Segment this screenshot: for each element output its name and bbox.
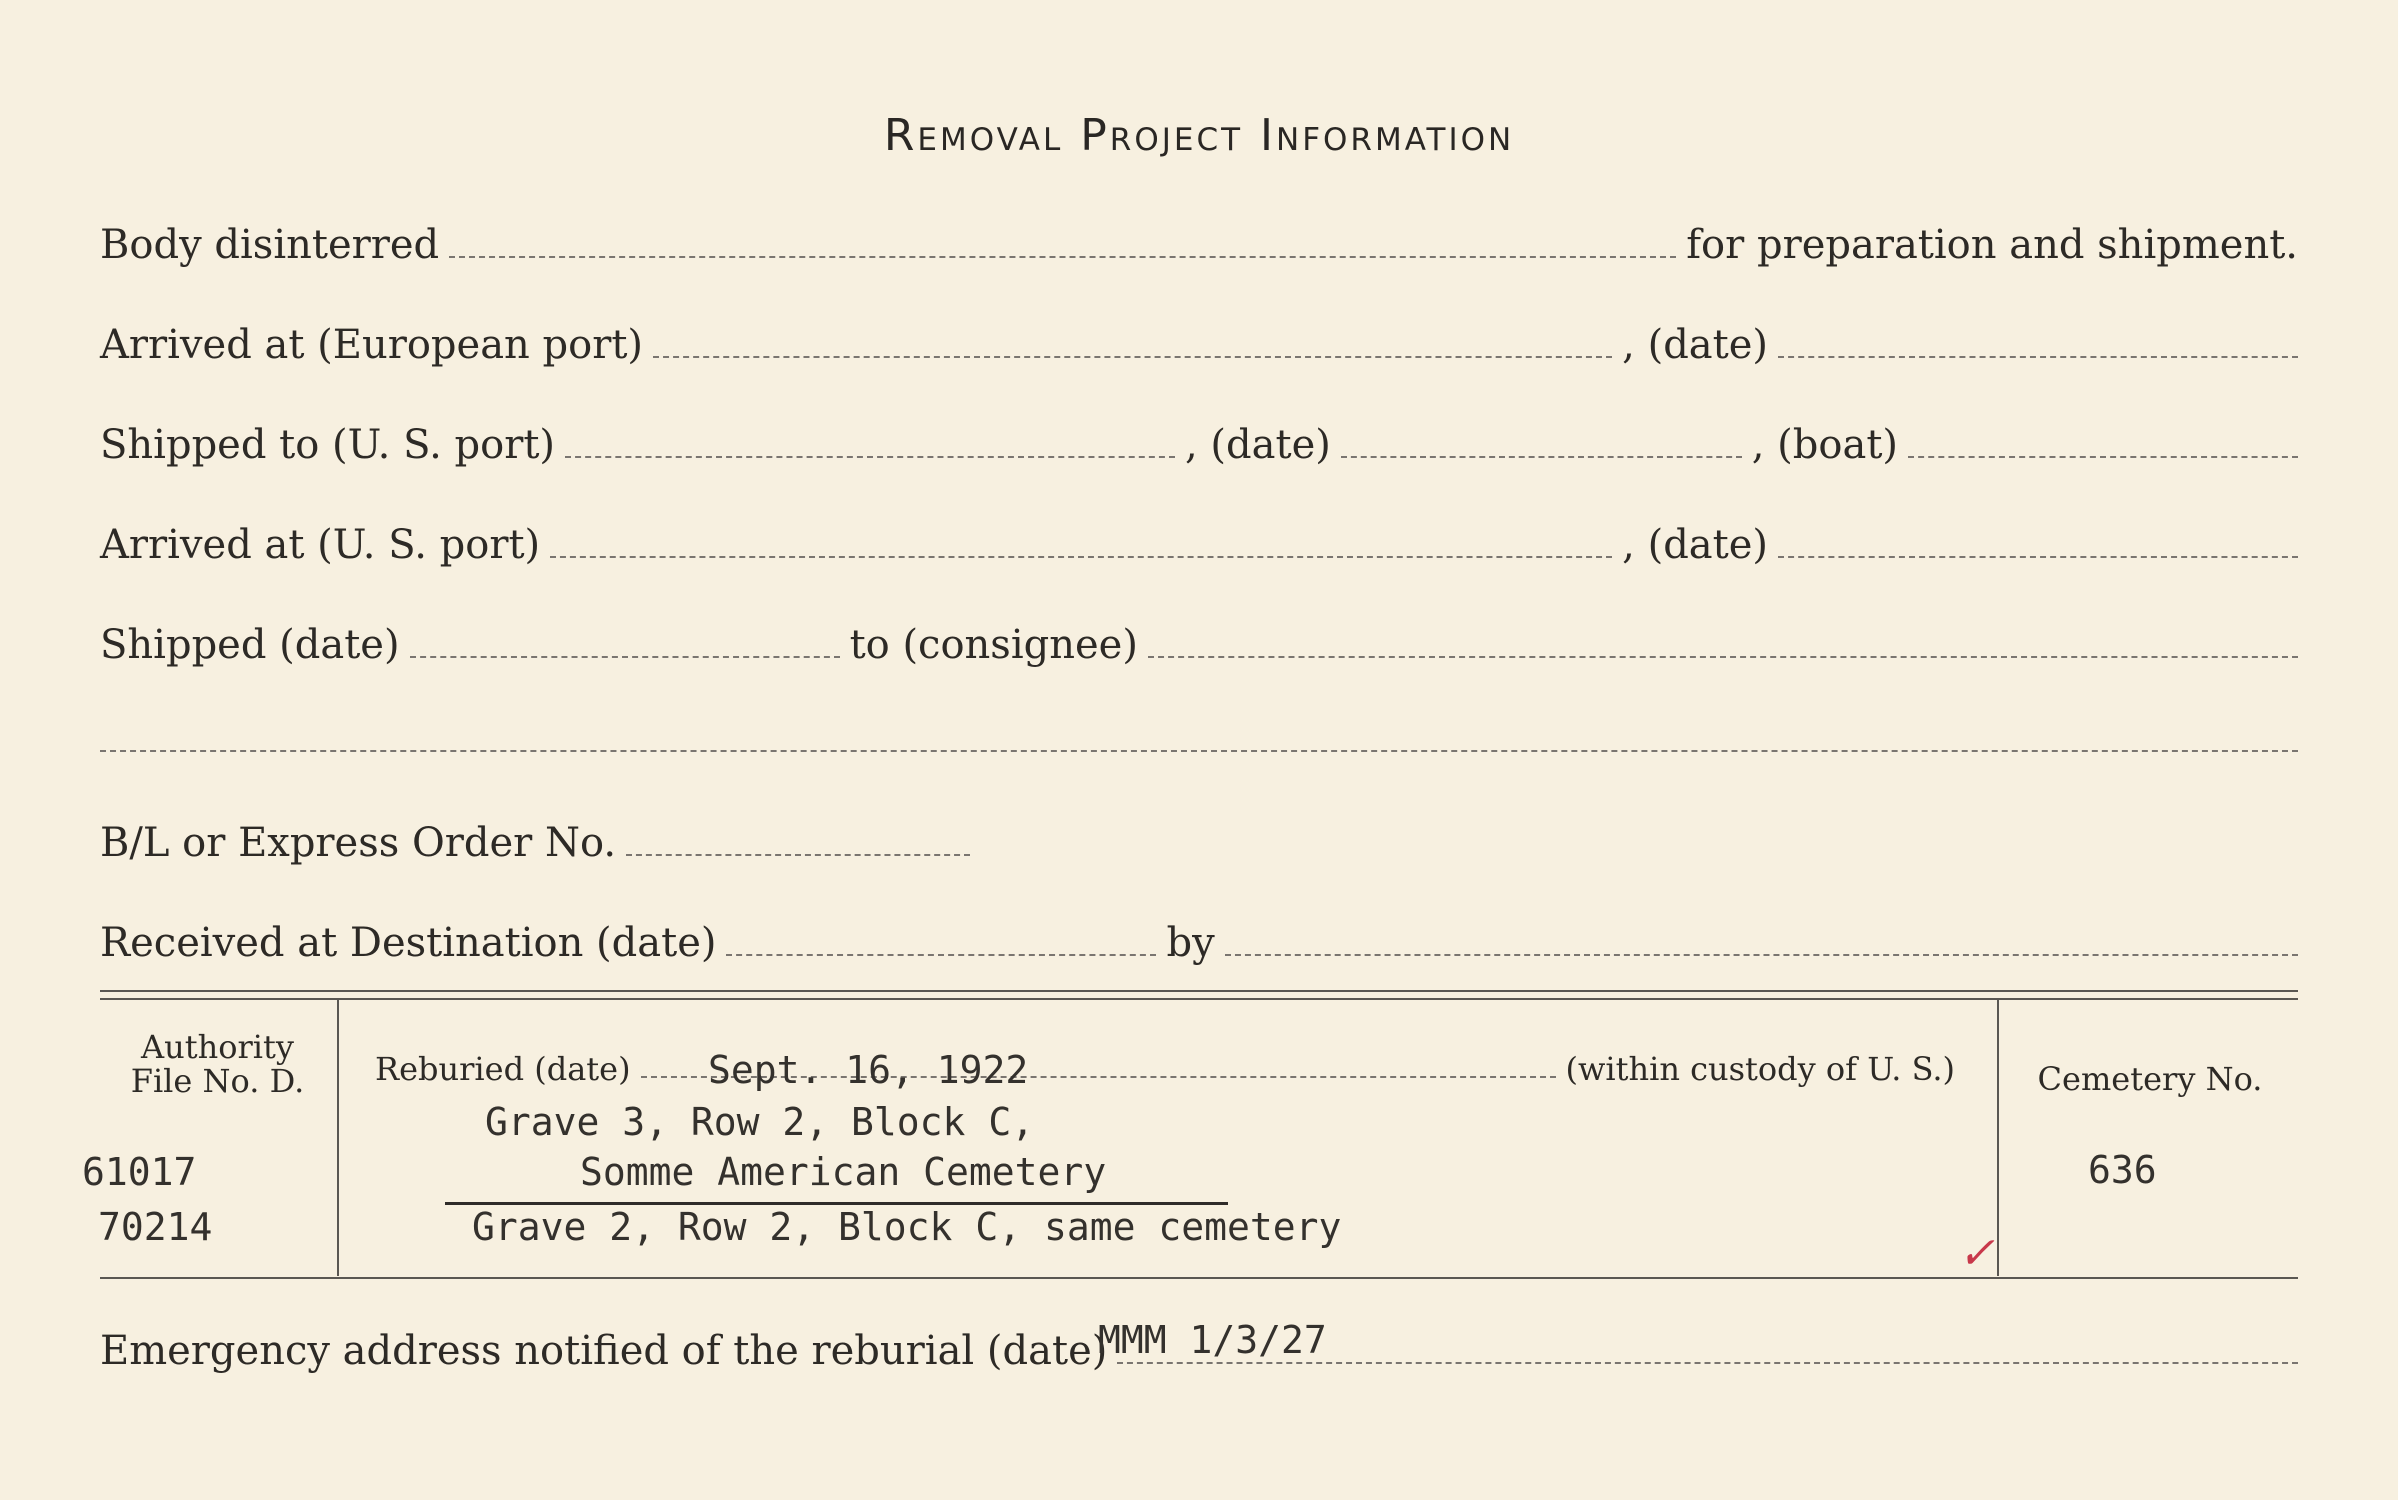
custody-label: (within custody of U. S.) (1565, 1050, 1955, 1088)
form-title: Removal Project Information (883, 110, 1515, 161)
shipped-us-date-field[interactable] (1341, 456, 1742, 458)
received-row (100, 920, 2298, 966)
bl-order-row (100, 820, 970, 866)
arrived-european-port-field[interactable] (653, 356, 1612, 358)
arrived-european-row (100, 322, 2298, 368)
shipped-us-port-field[interactable] (565, 456, 1175, 458)
shipped-date-row (100, 622, 2298, 668)
emergency-label: Emergency address notified of the reburial (date) (100, 1328, 1108, 1374)
emergency-date-field[interactable] (1117, 1362, 2298, 1364)
shipped-us-row (100, 422, 2298, 468)
received-label: Received at Destination (date) (100, 920, 717, 966)
cemetery-heading: Cemetery No. (2037, 1060, 2263, 1098)
reburied-label: Reburied (date) (375, 1050, 631, 1088)
consignee-continuation-field[interactable] (100, 750, 2298, 752)
cemetery-number: 636 (2088, 1148, 2157, 1192)
received-by-field[interactable] (1225, 954, 2298, 956)
reburied-location-line: Somme American Cemetery (580, 1150, 1107, 1194)
table-top-rule-2 (100, 998, 2298, 1000)
consignee-label: to (consignee) (849, 622, 1138, 668)
body-disinterred-label: Body disinterred (100, 222, 440, 268)
shipped-date-field[interactable] (410, 656, 840, 658)
reburied-location-line: Grave 2, Row 2, Block C, same cemetery (472, 1205, 1342, 1249)
body-disinterred-row (100, 222, 2298, 268)
shipped-us-boat-field[interactable] (1908, 456, 2298, 458)
bl-order-field[interactable] (626, 854, 970, 856)
arrived-us-port-field[interactable] (550, 556, 1612, 558)
table-top-rule-1 (100, 990, 2298, 992)
arrived-us-row (100, 522, 2298, 568)
arrived-us-label: Arrived at (U. S. port) (100, 522, 541, 568)
body-disinterred-suffix: for preparation and shipment. (1686, 222, 2298, 268)
table-divider-right (1997, 1000, 1999, 1276)
table-divider-left (337, 1000, 339, 1276)
red-check-mark: ✓ (1958, 1228, 1995, 1279)
body-disinterred-field[interactable] (449, 256, 1676, 258)
arrived-european-label: Arrived at (European port) (100, 322, 644, 368)
arrived-us-date-field[interactable] (1778, 556, 2298, 558)
reburied-date-value: Sept. 16, 1922 (708, 1048, 1029, 1092)
shipped-us-boat-label: , (boat) (1751, 422, 1898, 468)
bl-order-label: B/L or Express Order No. (100, 820, 617, 866)
arrived-european-date-field[interactable] (1778, 356, 2298, 358)
authority-file-number: 70214 (98, 1205, 213, 1249)
authority-heading-line2: File No. D. (130, 1062, 305, 1100)
emergency-date-value: MMM 1/3/27 (1098, 1318, 1327, 1362)
reburied-row (375, 1050, 1955, 1088)
shipped-us-label: Shipped to (U. S. port) (100, 422, 555, 468)
shipped-us-date-label: , (date) (1185, 422, 1331, 468)
authority-heading (110, 1030, 325, 1098)
authority-heading-line1: Authority (141, 1028, 294, 1066)
authority-file-number: 61017 (82, 1150, 197, 1194)
consignee-continuation-row (100, 712, 2298, 762)
arrived-us-date-label: , (date) (1622, 522, 1768, 568)
received-by-label: by (1166, 920, 1215, 966)
shipped-date-label: Shipped (date) (100, 622, 400, 668)
arrived-european-date-label: , (date) (1622, 322, 1768, 368)
reburied-location-line: Grave 3, Row 2, Block C, (485, 1100, 1035, 1144)
consignee-field[interactable] (1148, 656, 2298, 658)
received-date-field[interactable] (726, 954, 1156, 956)
